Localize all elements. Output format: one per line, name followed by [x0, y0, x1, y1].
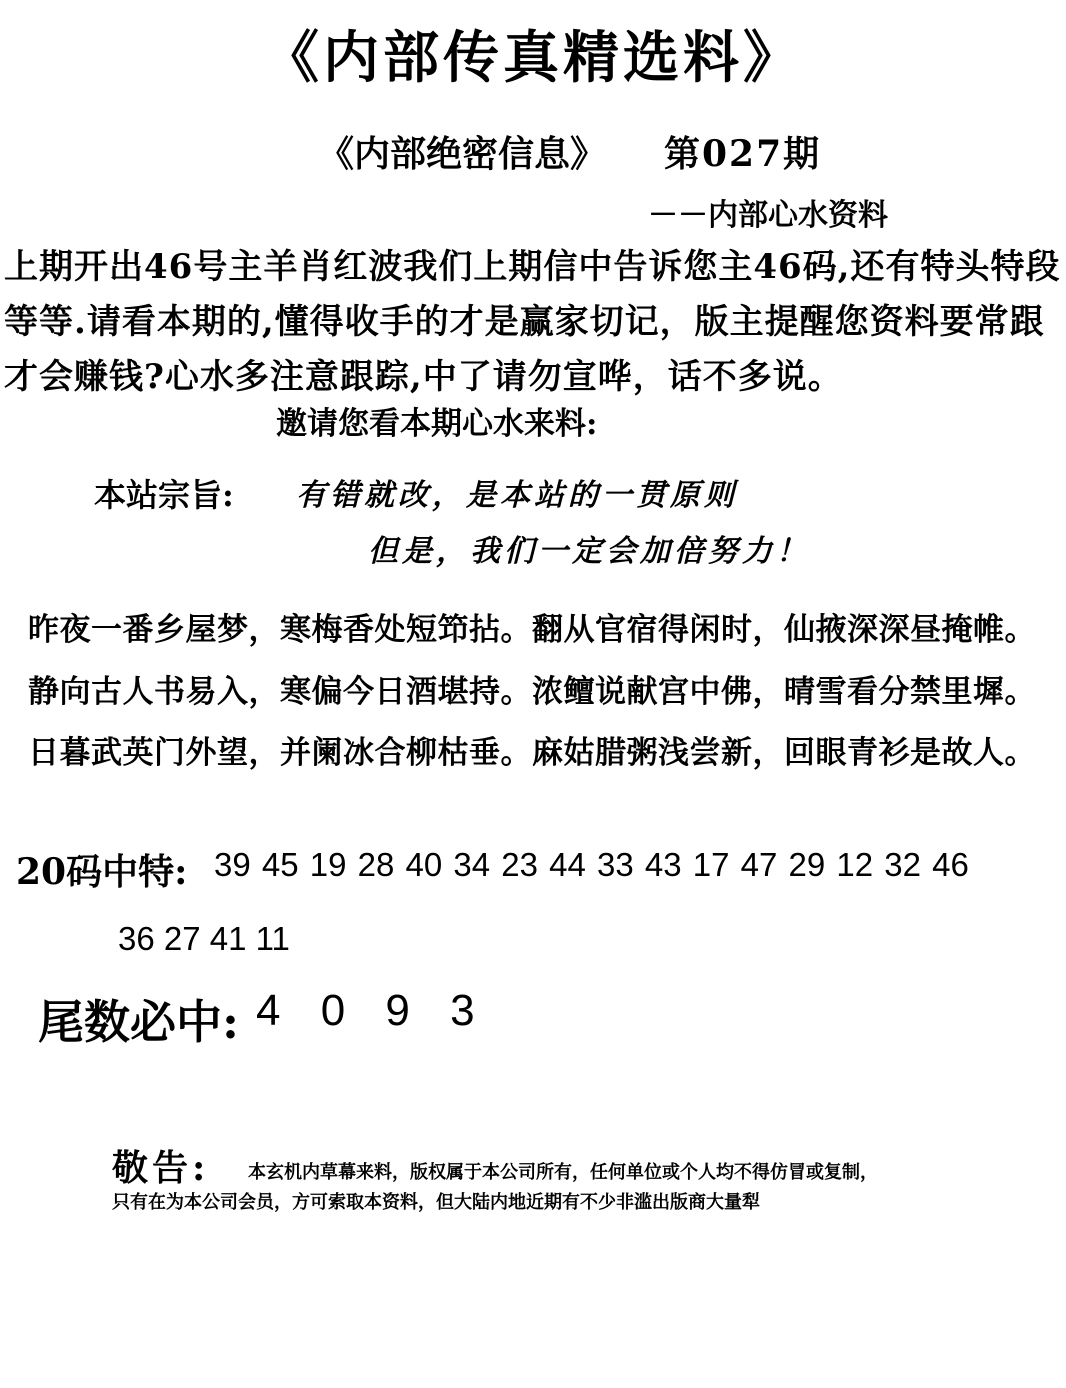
numbers-line-2: 36 27 41 11	[118, 920, 290, 957]
issue-number: 第027期	[664, 133, 822, 175]
numbers-label: 20码中特:	[16, 851, 188, 893]
motto-line-1: 有错就改，是本站的一贯原则	[296, 478, 738, 513]
invite-text: 邀请您看本期心水来料:	[276, 406, 598, 442]
warning-line-1: 本玄机内草幕来料，版权属于本公司所有，任何单位或个人均不得仿冒或复制，	[248, 1162, 878, 1183]
page-title: 《内部传真精选料》	[263, 25, 803, 91]
warning-line-2: 只有在为本公司会员，方可索取本资料，但大陆内地近期有不少非滥出版商大量犁	[112, 1192, 760, 1213]
poem-line-1: 昨夜一番乡屋梦，寒梅香处短笻拈。翻从官宿得闲时，仙掖深深昼掩帷。	[28, 612, 1036, 648]
numbers-line-1: 39 45 19 28 40 34 23 44 33 43 17 47 29 12 32 46	[214, 846, 969, 883]
tail-label: 尾数必中:	[38, 995, 239, 1049]
motto-label: 本站宗旨:	[94, 476, 234, 514]
motto-line-2: 但是，我们一定会加倍努力！	[368, 534, 810, 569]
subtitle: 《内部绝密信息》	[318, 133, 607, 175]
poem-line-3: 日暮武英门外望，并阑冰合柳枯垂。麻姑腊粥浅尝新，回眼青衫是故人。	[28, 735, 1036, 771]
notice-paragraph: 上期开出46号主羊肖红波我们上期信中告诉您主46码,还有特头特段等等.请看本期的,懂得收手的才是赢家切记，版主提醒您资料要常跟才会赚钱?心水多注意跟踪,中了请勿宣哗，话不多说。	[4, 247, 1061, 397]
poem-line-2: 静向古人书易入，寒偏今日酒堪持。浓鳣说献宫中佛，晴雪看分禁里墀。	[28, 674, 1036, 710]
tail-digits: 4 0 9 3	[256, 986, 475, 1035]
warning-label: 敬告:	[112, 1147, 210, 1189]
source-label: －－内部心水资料	[648, 198, 888, 233]
